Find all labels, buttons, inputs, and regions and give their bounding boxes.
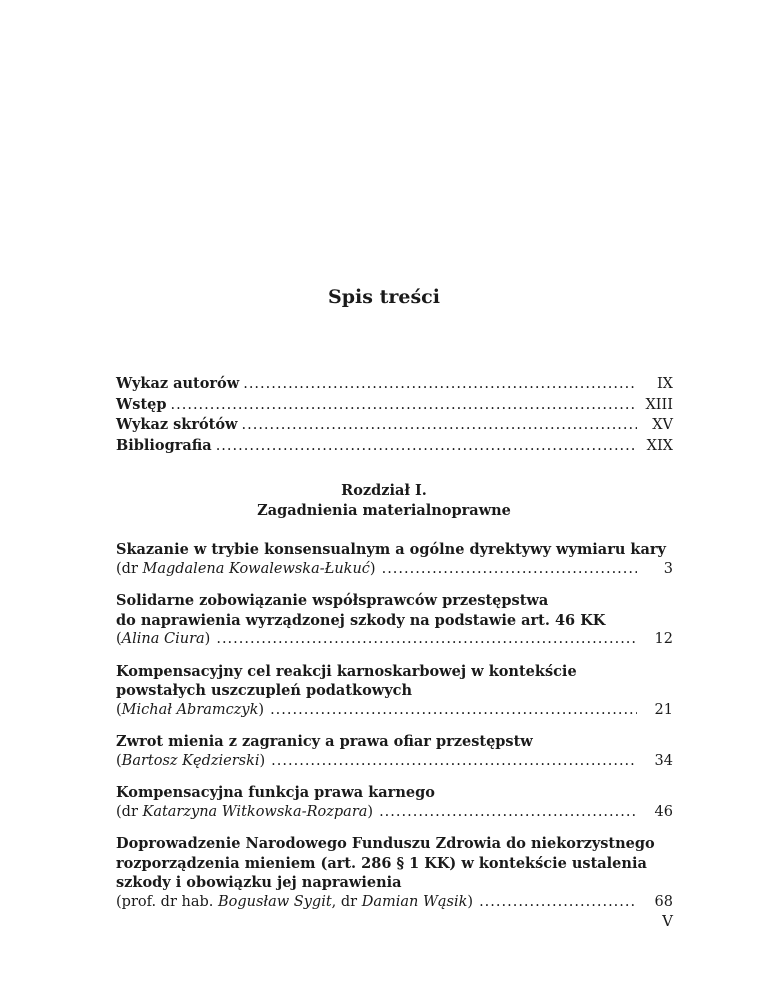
toc-page-number: XIX bbox=[646, 437, 673, 454]
entry-page-number: 3 bbox=[663, 560, 673, 577]
author-name: Bartosz Kędzierski bbox=[121, 752, 260, 769]
chapter-title: Zagadnienia materialnoprawne bbox=[257, 502, 511, 519]
entry-authors: (Alina Ciura) bbox=[116, 631, 211, 647]
author-name: Bogusław Sygit bbox=[217, 893, 332, 910]
toc-page-number: XIII bbox=[645, 396, 673, 413]
entry-title: Skazanie w trybie konsensualnym a ogólne dyrektywy wymiaru kary bbox=[116, 541, 666, 558]
toc-label: Wykaz autorów bbox=[116, 375, 240, 392]
author-name: Michał Abramczyk bbox=[121, 701, 259, 718]
entry-title-line: do naprawienia wyrządzonej szkody na podstawie art. 46 KK bbox=[116, 611, 606, 629]
dot-leader bbox=[379, 803, 637, 823]
dot-leader bbox=[216, 437, 637, 457]
entry-title-line: szkody i obowiązku jej naprawienia bbox=[116, 874, 402, 891]
dot-leader bbox=[243, 375, 637, 395]
toc-row-bibliography[interactable] bbox=[116, 436, 673, 457]
toc-page-number: IX bbox=[656, 376, 673, 392]
toc-label: Bibliografia bbox=[116, 436, 212, 454]
front-matter-list bbox=[116, 374, 673, 456]
dot-leader bbox=[382, 560, 637, 580]
toc-label: Wstęp bbox=[116, 395, 167, 413]
chapter-entries bbox=[116, 540, 673, 924]
entry-page-number: 68 bbox=[654, 893, 673, 910]
toc-entry[interactable] bbox=[116, 783, 673, 822]
entry-title-line: Doprowadzenie Narodowego Funduszu Zdrowia do niekorzystnego bbox=[116, 835, 655, 852]
toc-row-introduction[interactable] bbox=[116, 395, 673, 416]
page-title: Spis treści bbox=[328, 286, 440, 308]
toc-entry[interactable] bbox=[116, 662, 673, 721]
author-name: Alina Ciura bbox=[121, 631, 205, 647]
dot-leader bbox=[242, 416, 638, 436]
author-name: Damian Wąsik bbox=[361, 893, 468, 910]
entry-authors: (dr Magdalena Kowalewska-Łukuć) bbox=[116, 560, 376, 577]
toc-label: Wykaz skrótów bbox=[116, 416, 238, 433]
dot-leader bbox=[271, 752, 637, 772]
author-name: Katarzyna Witkowska-Rozpara bbox=[142, 803, 368, 820]
entry-page-number: 34 bbox=[654, 752, 673, 769]
toc-entry[interactable] bbox=[116, 732, 673, 771]
entry-title: Zwrot mienia z zagranicy a prawa ofiar przestępstw bbox=[116, 733, 533, 750]
toc-row-authors-list[interactable] bbox=[116, 374, 673, 395]
entry-authors: (prof. dr hab. Bogusław Sygit, dr Damian Wąsik) bbox=[116, 893, 474, 910]
chapter-heading bbox=[0, 481, 768, 521]
entry-page-number: 21 bbox=[654, 701, 673, 718]
entry-page-number: 12 bbox=[654, 631, 673, 647]
entry-title-line: powstałych uszczupleń podatkowych bbox=[116, 682, 413, 699]
dot-leader bbox=[270, 701, 637, 721]
toc-entry[interactable] bbox=[116, 834, 673, 912]
toc-entry[interactable] bbox=[116, 591, 673, 650]
entry-page-number: 46 bbox=[654, 803, 673, 820]
dot-leader bbox=[216, 630, 637, 650]
dot-leader bbox=[479, 893, 637, 913]
toc-entry[interactable] bbox=[116, 540, 673, 579]
page-folio: V bbox=[662, 912, 673, 930]
dot-leader bbox=[171, 396, 637, 416]
toc-row-abbreviations[interactable] bbox=[116, 415, 673, 436]
entry-title-line: rozporządzenia mieniem (art. 286 § 1 KK) w kontekście ustalenia bbox=[116, 854, 647, 872]
entry-authors: (Bartosz Kędzierski) bbox=[116, 752, 266, 769]
entry-title: Kompensacyjna funkcja prawa karnego bbox=[116, 784, 435, 801]
toc-page-number: XV bbox=[652, 417, 673, 433]
entry-title-line: Solidarne zobowiązanie współsprawców przestępstwa bbox=[116, 592, 549, 609]
entry-title-line: Kompensacyjny cel reakcji karnoskarbowej w kontekście bbox=[116, 662, 577, 680]
entry-authors: (dr Katarzyna Witkowska-Rozpara) bbox=[116, 803, 374, 820]
chapter-number: Rozdział I. bbox=[341, 482, 427, 499]
entry-authors: (Michał Abramczyk) bbox=[116, 701, 265, 718]
author-name: Magdalena Kowalewska-Łukuć bbox=[142, 560, 370, 577]
